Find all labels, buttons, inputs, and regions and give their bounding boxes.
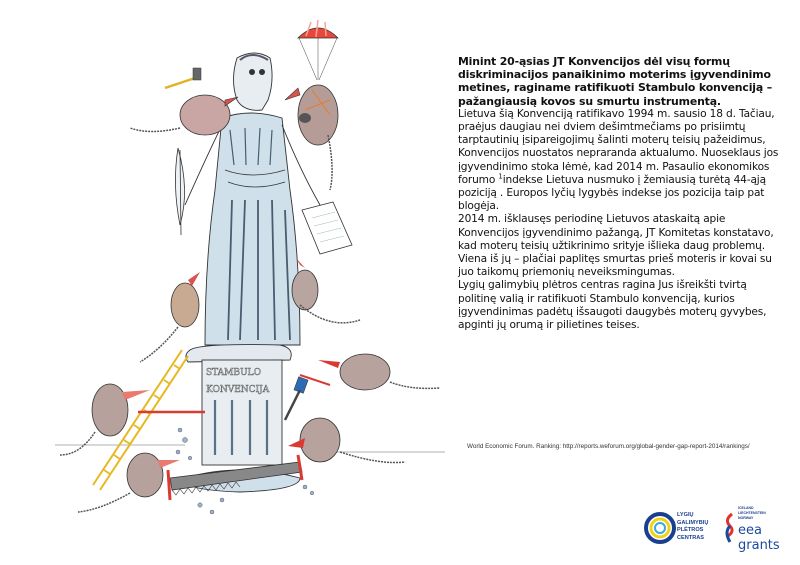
paragraph-1-part-1: Lietuva šią Konvenciją ratifikavo 1994 m. sausio 18 d. Tačiau, praėjus daugiau nei dviem dešimtmečiams po prisiimtų tarptautinių įsipareigojimų šalinti moterų teisių pažeidimus, Konvencijos nuostatos nepraranda aktualumo. Nuoseklaus jos įgyvendinimo stoka lėmė, kad 2014 m. Pasaulio ekonomikos forumo (458, 107, 779, 186)
rat-jackhammer (285, 354, 440, 420)
eea-country-1: ICELAND (738, 506, 754, 510)
pedestal-label-line1: STAMBULO (206, 368, 261, 378)
lgpc-line2: GALIMYBIŲ (677, 519, 709, 526)
eea-word-1: eea (738, 523, 762, 538)
eea-country-2: LIECHTENSTEIN (738, 511, 766, 515)
lgpc-line1: LYGIŲ (677, 512, 694, 518)
rat-hammer (130, 68, 238, 135)
rat-saw-right (288, 418, 405, 463)
eea-country-3: NORWAY (738, 516, 754, 520)
rat-saw-left (78, 453, 180, 512)
pedestal-label-line2: KONVENCIJA (206, 385, 270, 395)
paragraph-1-part-2: indekse Lietuva nusmuko į žemiausią turėtą 44-ąją poziciją . Europos lyčių lygybės indekse jos pozicija taip pat blogėja. (458, 173, 766, 213)
footnote: World Economic Forum. Ranking: http://reports.weforum.org/global-gender-gap-report-2014/rankings/ (467, 443, 750, 450)
footnote-marker: 1 (498, 172, 503, 181)
eea-grants-logo (722, 506, 796, 560)
rat-ladder (60, 384, 205, 455)
article-headline: Minint 20-ąsias JT Konvencijos dėl visų formų diskriminacijos panaikinimo moterims įgyvendinimo metines, raginame ratifikuoti Stambulo konvenciją – pažangiausią kovos su smurtu instrumentą. (458, 55, 773, 108)
rat-parachute (285, 85, 338, 190)
lgpc-swirl-icon (644, 510, 676, 546)
eea-word-2: grants (738, 538, 780, 553)
article-paragraph-2: 2014 m. išklausęs periodinę Lietuvos ataskaitą apie Konvencijos įgyvendinimo pažangą, JT Komitetas konstatavo, kad moterų teisių užtikrinimo srityje išlieka daug problemų. Viena iš jų – plačiai paplitęs smurtas prieš moteris ir kovai su juo taikomų priemonių neveiksmingumas. (458, 213, 774, 279)
rat-left-climbing (140, 272, 200, 362)
eea-countries (738, 506, 766, 521)
rat-right-climbing (292, 258, 360, 323)
lgpc-line3: PLĖTROS (677, 527, 704, 534)
lgpc-logo-text (677, 512, 708, 542)
lgpc-logo (644, 510, 716, 554)
article-paragraph-1 (458, 108, 788, 214)
article (458, 55, 788, 332)
eea-wordmark (738, 523, 780, 553)
eea-wave-icon (722, 506, 736, 550)
parachute (298, 20, 338, 80)
lgpc-line4: CENTRAS (677, 534, 705, 541)
article-paragraph-3: Lygių galimybių plėtros centras ragina Jus išreikšti tvirtą politinę valią ir ratifikuoti Stambulo konvenciją, kurios įgyvendinimas padėtų išsaugoti daugybės moterų gyvybes, apginti jų orumą ir pilietines teises. (458, 279, 767, 332)
